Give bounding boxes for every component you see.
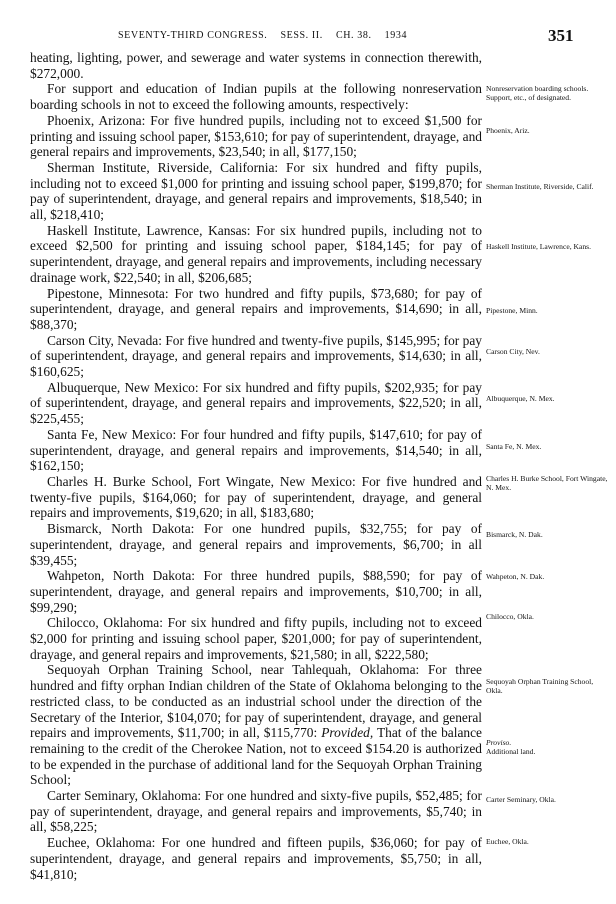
margin-note [486,474,610,492]
body-paragraph [30,380,482,427]
paragraph-text: Charles H. Burke School, Fort Wingate, New Mexico: For five hundred and twenty-five pupils, $164,060; for pay of superintendent, drayage, and general repairs and improvements, $19,620; in all, $183,680; [30,473,482,521]
proviso-italic: Provided, [321,725,374,741]
margin-note [486,126,610,135]
paragraph-text: heating, lighting, power, and sewerage and water systems in connection therewith, $272,000. [30,50,482,81]
paragraph-text: Carson City, Nevada: For five hundred and twenty-five pupils, $145,995; for pay of superintendent, drayage, and general repairs and improvements, $14,630; in all, $160,625; [30,332,482,380]
running-head [0,26,616,46]
congress-label: SEVENTY-THIRD CONGRESS. [118,30,268,41]
paragraph-text: Sequoyah Orphan Training School, near Tahlequah, Oklahoma: For three hundred and fifty orphan Indian children of the State of Oklahoma belonging to the restricted class, to be conducted as an industrial school under the direction of the Secretary of the Interior, $104,070; for pay of superintendent, drayage, and general repairs and improvements, $11,700; in all, $115,770: [30,662,482,741]
body-paragraph [30,333,482,380]
body-paragraph [30,788,482,835]
margin-note-text: Sherman Institute, Riverside, Calif. [486,182,594,191]
paragraph-text: Wahpeton, North Dakota: For three hundred pupils, $88,590; for pay of superintendent, drayage, and general repairs and improvements, $10,700; in all, $99,290; [30,568,482,615]
margin-note [486,795,610,804]
session-label: SESS. II. [280,30,323,41]
body-paragraph [30,427,482,474]
body-paragraph [30,662,482,788]
margin-note-text: Sequoyah Orphan Training School, Okla. [486,677,594,695]
margin-note-text: Bismarck, N. Dak. [486,530,543,539]
margin-note [486,394,610,403]
margin-note-italic: Proviso. [486,738,512,747]
paragraph-text: Chilocco, Oklahoma: For six hundred and fifty pupils, including not to exceed $2,000 for printing and issuing school paper, $201,000; for pay of superintendent, drayage, and general repairs and improvements, $21,580; in all, $222,580; [30,615,482,662]
year-label: 1934 [384,30,408,41]
margin-note [486,677,610,695]
margin-note [486,347,610,356]
margin-note-text: Carter Seminary, Okla. [486,795,556,804]
body-paragraph [30,474,482,521]
paragraph-text: Haskell Institute, Lawrence, Kansas: For six hundred pupils, including not to exceed $2,500 for printing and issuing school paper, $184,145; for pay of superintendent, drayage, and general repairs and improvements, including necessary drainage work, $22,540; in all, $206,685; [30,222,482,285]
body-paragraph [30,223,482,286]
body-paragraph [30,521,482,568]
margin-note [486,442,610,451]
running-head-text [118,30,417,41]
paragraph-text: Carter Seminary, Oklahoma: For one hundred and sixty-five pupils, $52,485; for pay of superintendent, drayage, and general repairs and improvements, $5,740; in all, $58,225; [30,788,482,835]
paragraph-text: For support and education of Indian pupils at the following nonreservation boarding schools in not to exceed the following amounts, respectively: [30,81,482,113]
body-paragraph [30,286,482,333]
margin-note-text: Pipestone, Minn. [486,306,538,315]
margin-note-text: Albuquerque, N. Mex. [486,394,555,403]
margin-note-text: Haskell Institute, Lawrence, Kans. [486,242,592,251]
margin-note-text: Nonreservation boarding schools. Support, etc., of designated. [486,84,589,102]
body-paragraph [30,835,482,882]
paragraph-text: Phoenix, Arizona: For five hundred pupils, including not to exceed $1,500 for printing and issuing school paper, $153,610; for pay of superintendent, drayage, and general repairs and improvements, $23,540; in all, $177,150; [30,112,482,160]
margin-note-text: Chilocco, Okla. [486,612,534,621]
margin-note [486,612,610,621]
body-paragraph [30,81,482,112]
margin-note-text: Santa Fe, N. Mex. [486,442,542,451]
paragraph-text: Bismarck, North Dakota: For one hundred pupils, $32,755; for pay of superintendent, drayage, and general repairs and improvements, $6,700; in all $39,455; [30,521,482,568]
margin-note [486,306,610,315]
body-paragraph [30,615,482,662]
body-paragraph [30,568,482,615]
margin-note [486,84,610,102]
paragraph-text: Sherman Institute, Riverside, California: For six hundred and fifty pupils, including not to exceed $1,000 for printing and issuing school paper, $199,870; for pay of superintendent, drayage, and general repairs and improvements, $18,540; in all, $218,410; [30,159,482,223]
margin-note-text: Charles H. Burke School, Fort Wingate, N. Mex. [486,474,608,492]
body-paragraph [30,50,482,81]
margin-note-text: Wahpeton, N. Dak. [486,572,545,581]
body-text-column [30,50,482,882]
margin-note [486,530,610,539]
margin-note [486,572,610,581]
chapter-label: CH. 38. [335,30,372,41]
margin-note [486,738,610,756]
proviso-text: That of the balance remaining to the credit of the Cherokee Nation, not to exceed $154.20 is authorized to be expended in the purchase of additional land for the Sequoyah Orphan Training School; [30,725,483,788]
paragraph-text: Albuquerque, New Mexico: For six hundred and fifty pupils, $202,935; for pay of superintendent, drayage, and general repairs and improvements, $22,520; in all, $225,455; [30,379,482,427]
paragraph-text: Pipestone, Minnesota: For two hundred and fifty pupils, $73,680; for pay of superintendent, drayage, and general repairs and improvements, $14,690; in all, $88,370; [30,285,482,332]
body-paragraph [30,113,482,160]
margin-note-text: Carson City, Nev. [486,347,540,356]
margin-note-text: Euchee, Okla. [486,837,529,846]
paragraph-text: Santa Fe, New Mexico: For four hundred and fifty pupils, $147,610; for pay of superintendent, drayage, and general repairs and improvements, $14,540; in all, $162,150; [30,426,482,474]
margin-note [486,242,610,251]
margin-note-text: Additional land. [486,747,536,756]
margin-note [486,837,610,846]
page-number: 351 [548,26,574,45]
body-paragraph [30,160,482,223]
margin-note-text: Phoenix, Ariz. [486,126,530,135]
paragraph-text: Euchee, Oklahoma: For one hundred and fifteen pupils, $36,060; for pay of superintendent, drayage, and general repairs and improvements, $5,750; in all, $41,810; [30,835,482,882]
margin-note [486,182,610,191]
